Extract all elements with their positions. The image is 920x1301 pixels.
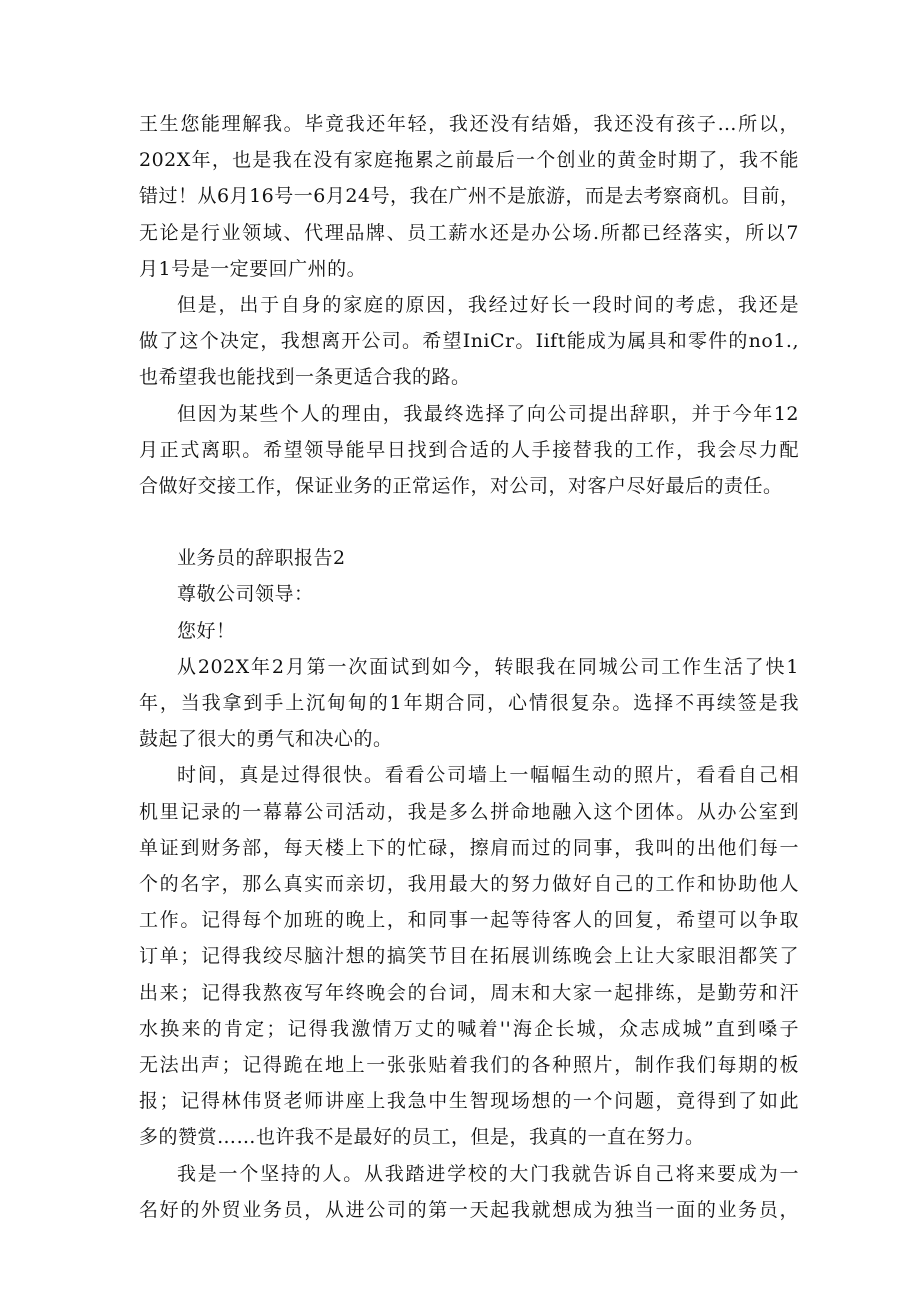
text-line: 但是，出于自身的家庭的原因，我经过好长一段时间的考虑，我还是 [177,294,799,317]
text-line: 个的名字，那么真实而亲切，我用最大的努力做好自己的工作和协助他人 [139,873,799,896]
greeting [139,613,799,649]
text-line: 时间，真是过得很快。看看公司墙上一幅幅生动的照片，看看自己相 [177,764,799,787]
text-line: 我是一个坚持的人。从我踏进学校的大门我就告诉自己将来要成为一 [177,1162,799,1185]
text-line: 但因为某些个人的理由，我最终选择了向公司提出辞职，并于今年12 [177,402,799,425]
text-line: 单证到财务部，每天楼上下的忙碌，擦肩而过的同事，我叫的出他们每一 [139,836,799,859]
text-line: 机里记录的一幕幕公司活动，我是多么拼命地融入这个团体。从办公室到 [139,800,799,823]
paragraph-contract [139,649,799,758]
text-line: 年，当我拿到手上沉甸甸的1年期合同，心情很复杂。选择不再续签是我 [139,692,799,715]
text-line: 出来；记得我熬夜写年终晚会的台词，周末和大家一起排练，是勤劳和汗 [139,981,799,1004]
text-line: 鼓起了很大的勇气和决心的。 [139,728,393,751]
paragraph-memories [139,757,799,1155]
text-line: 名好的外贸业务员，从进公司的第一天起我就想成为独当一面的业务员， [139,1198,799,1221]
document-body [139,106,799,1228]
salutation [139,576,799,612]
salutation-text: 尊敬公司领导： [177,583,314,606]
text-line: 错过！从6月16号一6月24号，我在广州不是旅游，而是去考察商机。目前， [139,185,800,208]
text-line: 无论是行业领域、代理品牌、员工薪水还是办公场.所都已经落实，所以7 [139,221,799,244]
text-line: 月正式离职。希望领导能早日找到合适的人手接替我的工作，我会尽力配 [139,438,799,461]
text-line: 合做好交接工作，保证业务的正常运作，对公司，对客户尽好最后的责任。 [139,475,783,498]
blank-line [139,504,799,540]
text-line: 多的赞赏……也许我不是最好的员工，但是，我真的一直在努力。 [139,1126,705,1149]
text-line: 报；记得林伟贤老师讲座上我急中生智现场想的一个问题，竟得到了如此 [139,1090,799,1113]
text-line: 202X年，也是我在没有家庭拖累之前最后一个创业的黄金时期了，我不能 [139,149,799,172]
paragraph-decision [139,287,799,396]
section-title [139,540,799,576]
text-line: 订单；记得我绞尽脑汁想的搞笑节目在拓展训练晚会上让大家眼泪都笑了 [139,945,799,968]
text-line: 也希望我也能找到一条更适合我的路。 [139,366,471,389]
text-line: 水换来的肯定；记得我激情万丈的喊着''海企长城，众志成城”直到嗓子 [139,1017,799,1040]
paragraph-persistence [139,1156,799,1228]
text-line: 月1号是一定要回广州的。 [139,257,367,280]
text-line: 工作。记得每个加班的晚上，和同事一起等待客人的回复，希望可以争取 [139,909,799,932]
text-line: 从202X年2月第一次面试到如今，转眼我在同城公司工作生活了快1 [177,655,799,678]
text-line: 做了这个决定，我想离开公司。希望IniCr。Iift能成为属具和零件的no1., [139,330,799,353]
paragraph-continued [139,106,799,287]
text-line: 无法出声；记得跪在地上一张张贴着我们的各种照片，制作我们每期的板 [139,1054,799,1077]
report-title: 业务员的辞职报告2 [177,547,346,570]
text-line: 王生您能理解我。毕竟我还年轻，我还没有结婚，我还没有孩子…所以， [139,113,799,135]
greeting-text: 您好！ [177,619,236,642]
paragraph-resignation [139,396,799,505]
